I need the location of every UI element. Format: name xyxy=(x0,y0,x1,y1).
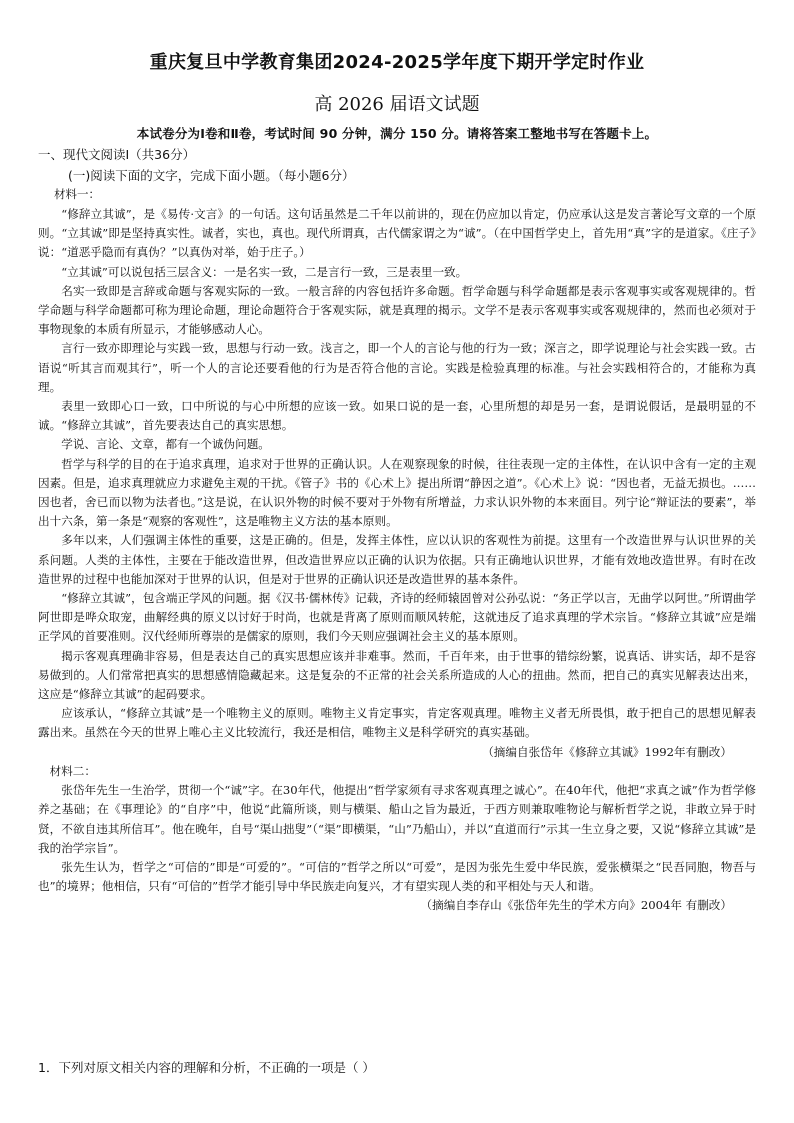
exam-notice: 本试卷分为Ⅰ卷和Ⅱ卷，考试时间 90 分钟，满分 150 分。请将答案工整地书写在答题卡上。 xyxy=(136,126,658,141)
material2-source: （摘编自李存山《张岱年先生的学术方向》2004年 有删改） xyxy=(420,898,732,913)
section-heading: 一、现代文阅读Ⅰ（共36分） xyxy=(38,147,196,162)
paragraph: “修辞立其诚”，是《易传·文言》的一句话。这句话虽然是二千年以前讲的，现在仍应加以肯定，仍应承认这是发言著论写文章的一个原则。“立其诚”即是坚持真实性。诚者，实也，真也。现代所谓真，古代儒家谓之为“诚”。（在中国哲学史上，首先用“真”字的是道家。《庄子》说：“道恶乎隐而有真伪？”以真伪对举，始于庄子。） xyxy=(38,207,756,260)
paragraph: 揭示客观真理确非容易，但是表达自己的真实思想应该并非难事。然而，千百年来，由于世事的错综纷繁，说真话、讲实话，却不是容易做到的。人们常常把真实的思想感情隐藏起来。这是复杂的不正常的社会关系所造成的人心的扭曲。然而，把自己的真实见解表达出来，这应是“修辞立其诚”的起码要求。 xyxy=(38,648,756,702)
paragraph: 学说、言论、文章，都有一个诚伪问题。 xyxy=(61,437,270,452)
paragraph: 张岱年先生一生治学，贯彻一个“诚”字。在30年代，他提出“哲学家须有寻求客观真理之诚心”。在40年代，他把“求真之诚”作为哲学修养之基础；在《事理论》的“自序”中，他说“此篇所谈，则与横渠、船山之旨为最近，于西方则兼取唯物论与解析哲学之说，非敢立异于时贤，不欲自违其所信耳”。他在晚年，自号“渠山拙叟”（“渠”即横渠，“山”乃船山），并以“直道而行”示其一生立身之要，又说“修辞立其诚”是我的治学宗旨”。 xyxy=(38,783,756,855)
exam-title: 重庆复旦中学教育集团2024-2025学年度下期开学定时作业 xyxy=(149,52,645,73)
paragraph: 表里一致即心口一致，口中所说的与心中所想的应该一致。如果口说的是一套，心里所想的却是另一套，是谓说假话，是最明显的不诚。“修辞立其诚”，首先要表达自己的真实思想。 xyxy=(38,399,756,433)
paragraph: 张先生认为，哲学之“可信的”即是“可爱的”。“可信的”哲学之所以“可爱”，是因为张先生爱中华民族，爱张横渠之“民吾同胞，物吾与也”的境界；他相信，只有“可信的”哲学才能引导中华民族走向复兴，才有望实现人类的和平相处与天人和谐。 xyxy=(38,859,756,894)
material1-source: （摘编自张岱年《修辞立其诚》1992年有删改） xyxy=(482,744,732,759)
paragraph: 多年以来，人们强调主体性的重要，这是正确的。但是，发挥主体性，应以认识的客观性为前提。这里有一个改造世界与认识世界的关系问题。人类的主体性，主要在于能改造世界，但改造世界应以正确的认识为依据。只有正确地认识世界，才能有效地改造世界。有时在改造世界的过程中也能加深对于世界的认识，但是对于世界的正确认识还是改造世界的基本条件。 xyxy=(38,533,756,586)
paragraph: 言行一致亦即理论与实践一致，思想与行动一致。浅言之，即一个人的言论与他的行为一致；深言之，即学说理论与社会实践一致。古语说“听其言而观其行”，听一个人的言论还要看他的行为是否符合他的言论。实践是检验真理的标准。与社会实践相符合的，才能称为真理。 xyxy=(38,341,756,394)
section-instruction: (一)阅读下面的文字，完成下面小题。（每小题6分） xyxy=(68,168,355,183)
paragraph: “修辞立其诚”，包含端正学风的问题。据《汉书·儒林传》记载，齐诗的经师辕固曾对公孙弘说：“务正学以言，无曲学以阿世。”所谓曲学阿世即是哗众取宠，曲解经典的原义以讨好于时尚，也就是背离了原则而顺风转舵，这就违反了追求真理的学术宗旨。“修辞立其诚”应是端正学风的首要准则。汉代经师所尊崇的是儒家的原则，我们今天则应强调社会主义的基本原则。 xyxy=(38,591,756,644)
paragraph: 名实一致即是言辞或命题与客观实际的一致。一般言辞的内容包括许多命题。哲学命题与科学命题都是表示客观事实或客观规律的。哲学命题与科学命题都可称为理论命题，理论命题符合于客观实际，就是真理的揭示。文学不是表示客观事实或客观规律的，然而也必须对于事物现象的本质有所显示，才能够感动人心。 xyxy=(38,283,756,337)
material2-label: 材料二： xyxy=(49,763,96,778)
question-1: 1．下列对原文相关内容的理解和分析，不正确的一项是（ ） xyxy=(38,1060,375,1075)
paragraph: “立其诚”可以说包括三层含义：一是名实一致，二是言行一致，三是表里一致。 xyxy=(61,264,468,279)
paragraph: 应该承认，“修辞立其诚”是一个唯物主义的原则。唯物主义肯定事实，肯定客观真理。唯物主义者无所畏惧，敢于把自己的思想见解表露出来。虽然在今天的世界上唯心主义比较流行，我还是相信，唯物主义是科学研究的真实基础。 xyxy=(38,706,756,740)
exam-subtitle: 高 2026 届语文试题 xyxy=(314,94,480,115)
material1-body xyxy=(38,205,756,916)
material1-label: 材料一： xyxy=(54,187,100,201)
paragraph: 哲学与科学的目的在于追求真理，追求对于世界的正确认识。人在观察现象的时候，往往表现一定的主体性，在认识中含有一定的主观因素。但是，追求真理就应力求避免主观的干扰。《管子》书的《心术上》提出所谓“静因之道”。《心术上》说：“因也者，无益无损也。……因也者，舍已而以物为法者也。”这是说，在认识外物的时候不要对于外物有所增益，力求认识外物的本来面目。列宁论“辩证法的要素”，举出十六条，第一条是“观察的客观性”，这是唯物主义方法的基本原则。 xyxy=(38,456,756,529)
